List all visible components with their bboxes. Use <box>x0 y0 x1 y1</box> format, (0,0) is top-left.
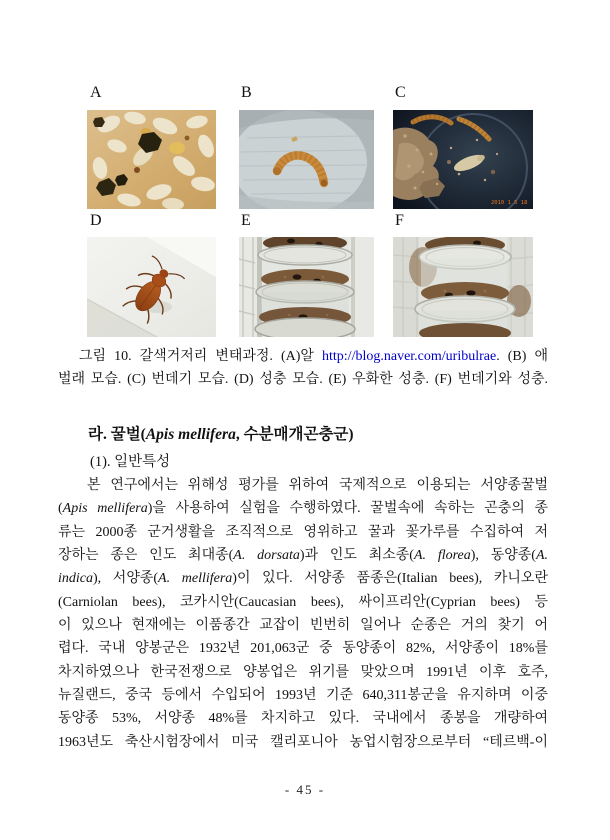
photo-pupa <box>393 110 533 209</box>
text-segment: 동양종 53%, 서양종 48%를 차지하고 있다. 국내에서 종봉을 개량하여 <box>58 711 548 727</box>
page-number: - 45 - <box>284 782 326 797</box>
text-line <box>58 614 548 637</box>
text-line <box>58 567 548 590</box>
text-line <box>58 591 548 614</box>
text-segment: . (B) 애 <box>496 349 549 364</box>
panel-label-c: C <box>395 84 406 101</box>
text-line <box>58 661 548 684</box>
text-segment: 렵다. 국내 양봉군은 1932년 201,063군 중 동양종이 82%, 서양종이 18%를 <box>58 641 548 657</box>
panel-label-d: D <box>90 212 102 229</box>
species-name: A. mellifera <box>158 571 233 587</box>
photo-stacked-dishes-f <box>393 237 533 337</box>
text-segment: 이 있으나 현재에는 이품종간 교잡이 빈번히 일어나 순종은 거의 찾기 어 <box>58 618 548 634</box>
text-line <box>58 637 548 660</box>
text-line <box>58 707 548 730</box>
photo-stacked-dishes-e <box>239 237 374 337</box>
panel-label-a: A <box>90 84 102 101</box>
text-segment: 류는 2000종 군거생활을 조직적으로 영위하고 꿀과 꽃가루를 수집하여 저 <box>58 524 548 540</box>
text-line <box>88 424 548 446</box>
text-line <box>58 345 548 368</box>
figure-caption <box>58 345 548 392</box>
text-line <box>58 731 548 754</box>
section-heading <box>88 424 548 446</box>
text-segment: )이 있다. 서양종 품종은(Italian bees), 카니오란 <box>232 571 548 587</box>
text-segment: )과 인도 최소종( <box>299 548 414 564</box>
species-name: A. florea <box>413 548 471 564</box>
text-segment: 벌래 모습. (C) 번데기 모습. (D) 성충 모습. (E) 우화한 성충. (F) 번데기와 성충. <box>58 372 548 388</box>
text-line <box>58 684 548 707</box>
photo-larva <box>239 110 374 209</box>
panel-label-f: F <box>395 212 404 229</box>
text-segment: ), 서양종( <box>93 571 159 587</box>
text-line <box>58 544 548 567</box>
panel-label-b: B <box>241 84 252 101</box>
photo-adult-beetle <box>87 237 216 337</box>
text-segment: 차지하였으나 한국전쟁으로 양봉업은 위기를 맞았으며 1991년 이후 호주, <box>58 664 548 680</box>
text-segment: 1963년도 축산시험장에서 미국 캘리포니아 농업시험장으로부터 “테르백-이 <box>58 734 548 750</box>
text-line <box>58 474 548 497</box>
svg-text:2010 1 5 18: 2010 1 5 18 <box>491 200 528 206</box>
text-line <box>58 497 548 520</box>
text-segment: 라. 꿀벌( <box>88 426 146 443</box>
text-line <box>58 521 548 544</box>
text-segment: ( <box>58 501 63 517</box>
species-name: Apis mellifera <box>62 501 148 517</box>
text-segment: )을 사용하여 실험을 수행하였다. 꿀벌속에 속하는 곤충의 종 <box>147 501 548 517</box>
text-segment: 본 연구에서는 위해성 평가를 위하여 국제적으로 이용되는 서양종꿀벌 <box>87 478 548 493</box>
text-segment: 그림 10. 갈색거저리 변태과정. (A)알 <box>79 349 323 364</box>
text-segment: (Carniolan bees), 코카시안(Caucasian bees), 싸이프리안(Cyprian bees) 등 <box>58 594 548 610</box>
panel-label-e: E <box>241 212 251 229</box>
species-name: indica <box>58 571 93 587</box>
species-name: Apis mellifera <box>145 426 236 443</box>
caption-link[interactable]: http://blog.naver.com/uribulrae <box>322 349 497 364</box>
text-segment: ), 동양종( <box>470 548 536 564</box>
text-line <box>58 368 548 391</box>
text-segment: , 수분매개곤충군) <box>235 426 354 443</box>
body-paragraph <box>58 474 548 754</box>
text-segment: 장하는 종은 인도 최대종( <box>58 548 234 564</box>
text-segment: 뉴질랜드, 중국 등에서 수입되어 1993년 기준 640,311봉군을 유지하며 이중 <box>58 688 548 704</box>
species-name: A. dorsata <box>233 548 300 564</box>
species-name: A. <box>535 548 548 564</box>
subsection-heading: (1). 일반특성 <box>90 454 171 470</box>
photo-eggs <box>87 110 216 209</box>
